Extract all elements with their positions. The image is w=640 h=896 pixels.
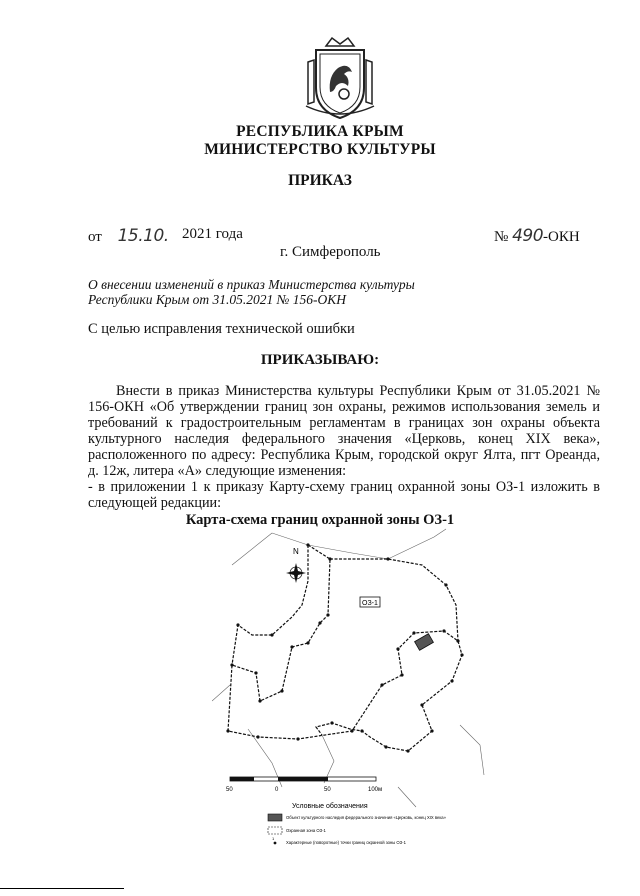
- zone-map: [212, 525, 492, 855]
- boundary-points: [226, 543, 463, 752]
- legend-zone-swatch: [268, 827, 282, 834]
- legend-point-marker: [274, 842, 277, 845]
- handwritten-date: 15.10.: [117, 226, 169, 246]
- subject-line-2: Республики Крым от 31.05.2021 № 156-ОКН: [88, 292, 346, 307]
- scale-label-3: 100м: [368, 787, 383, 793]
- year: 2021 года: [182, 226, 243, 242]
- orders-heading: ПРИКАЗЫВАЮ:: [260, 352, 380, 368]
- ministry-heading: МИНИСТЕРСТВО КУЛЬТУРЫ: [204, 141, 436, 158]
- legend-item-zone: Охранная зона ОЗ-1: [286, 828, 326, 833]
- crimea-coat-of-arms-icon: [304, 32, 376, 120]
- north-label: N: [293, 547, 299, 556]
- document-type: ПРИКАЗ: [288, 172, 352, 189]
- scale-label-2: 50: [324, 787, 331, 793]
- scale-label-1: 0: [275, 787, 279, 793]
- purpose-text: С целью исправления технической ошибки: [88, 321, 355, 337]
- date-field: [88, 226, 169, 246]
- order-subject: [88, 277, 418, 307]
- heritage-object-icon: [415, 634, 434, 651]
- paragraph-2: - в приложении 1 к приказу Карту-схему границ охранной зоны ОЗ-1 изложить в следующей редакции:: [88, 479, 600, 511]
- scale-bar: [230, 777, 376, 781]
- parcel-lines: [212, 529, 484, 807]
- footer-divider: [0, 888, 124, 889]
- republic-heading: РЕСПУБЛИКА КРЫМ: [236, 123, 404, 140]
- paragraph-1: Внести в приказ Министерства культуры Республики Крым от 31.05.2021 № 156-ОКН «Об утверждении границ зон охраны, режимов использования земель и требований к градостроительным регламентам в границах зон охраны объекта культурного наследия федерального значения «Церковь, конец XIX века», расположенного по адресу: Республика Крым, городской округ Ялта, пгт Ореанда, д. 12ж, литера «А» следующие изменения:: [88, 383, 600, 479]
- scale-label-0: 50: [226, 787, 233, 793]
- order-number: [494, 226, 580, 246]
- legend-point-number: 1: [272, 836, 275, 841]
- number-suffix: -ОКН: [543, 229, 580, 245]
- handwritten-number: 490: [512, 226, 544, 246]
- city: г. Симферополь: [280, 244, 381, 260]
- legend-item-points: Характерные (поворотные) точки границ охранной зоны ОЗ-1: [286, 840, 406, 845]
- subject-line-1: О внесении изменений в приказ Министерства культуры: [88, 277, 415, 292]
- legend-object-swatch: [268, 814, 282, 821]
- legend-item-object: Объект культурного наследия федерального значения «Церковь, конец XIX века»: [286, 815, 446, 820]
- zone-label: ОЗ-1: [362, 600, 378, 607]
- number-prefix: №: [494, 229, 509, 245]
- north-arrow-icon: [286, 563, 306, 583]
- zone-boundary: [228, 545, 462, 751]
- date-prefix: от: [88, 229, 102, 245]
- map-title: Карта-схема границ охранной зоны ОЗ-1: [185, 512, 455, 528]
- legend-title: Условные обозначения: [292, 803, 368, 810]
